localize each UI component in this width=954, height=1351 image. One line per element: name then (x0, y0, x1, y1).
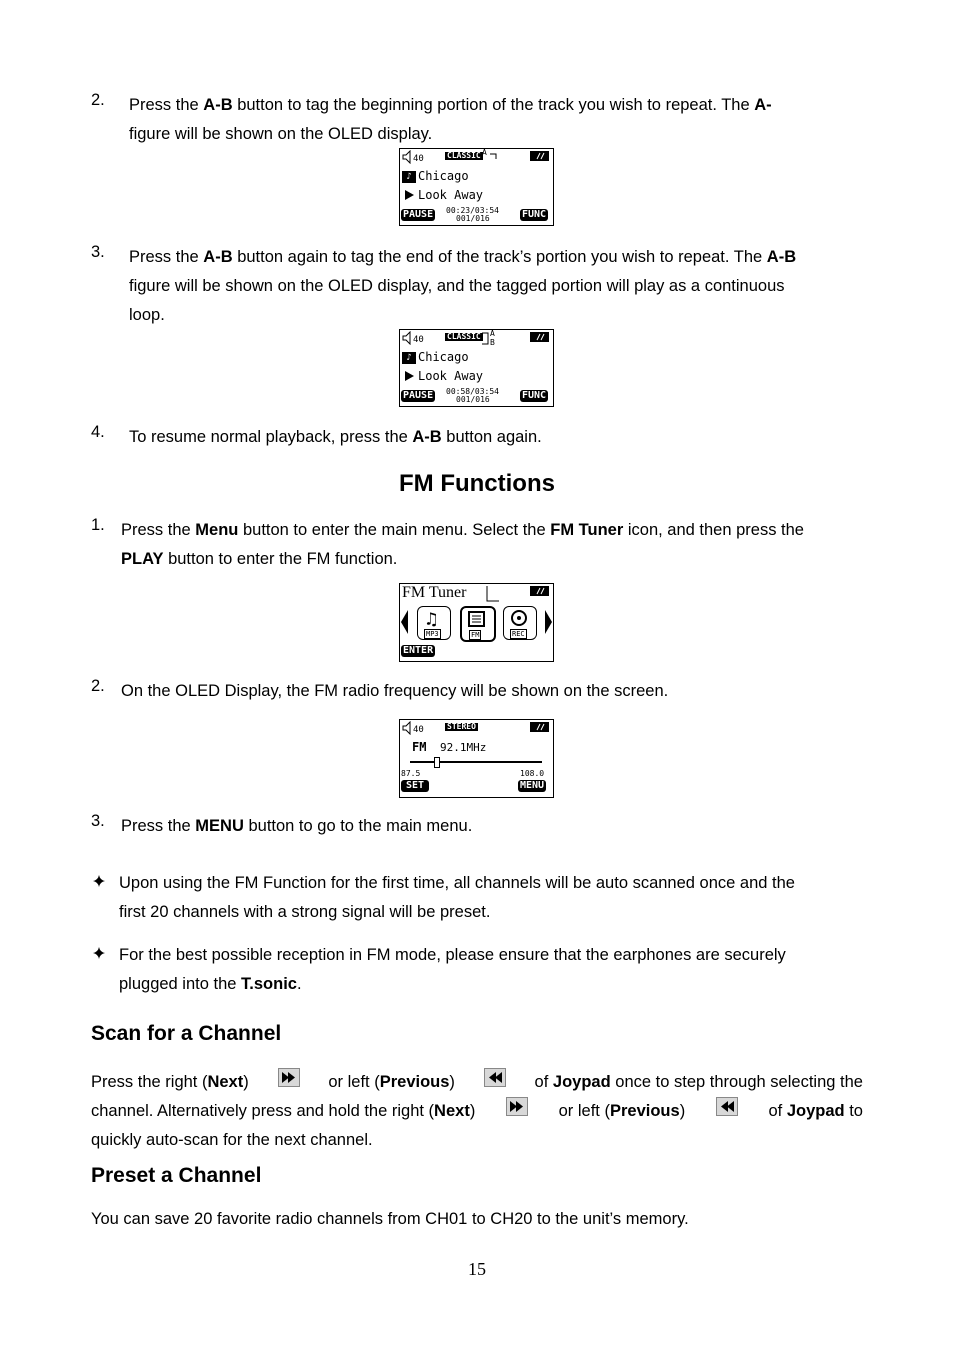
joypad-previous-icon (484, 1068, 506, 1087)
frequency: 92.1MHz (440, 741, 487, 754)
text: or left ( (558, 1102, 610, 1120)
text: button to enter the main menu. Select the (238, 521, 551, 539)
text (769, 1097, 864, 1126)
preset-paragraph: You can save 20 favorite radio channels from CH01 to CH20 to the unit’s memory. (91, 1210, 689, 1228)
bold-term: Next (207, 1073, 244, 1091)
text: channel. Alternatively press and hold the right ( (91, 1102, 435, 1120)
band-label: FM (412, 740, 427, 754)
step-number: 2. (91, 91, 105, 109)
ab-marker-a: A (490, 329, 495, 338)
set-button: SET (401, 780, 429, 792)
joypad-next-icon (506, 1097, 528, 1116)
diamond-bullet-icon (92, 874, 106, 893)
repeat-arrow-icon (489, 150, 499, 164)
left-arrow-icon (401, 610, 409, 637)
music-note-icon: ♪ (402, 350, 416, 364)
text: ) (243, 1073, 249, 1091)
icon-label: MP3 (426, 630, 439, 638)
text: . (296, 975, 302, 993)
track-name: Look Away (418, 369, 484, 383)
bold-term: Previous (609, 1102, 680, 1120)
step-text (129, 243, 863, 330)
elapsed-time: 00:58/03:54 (446, 387, 499, 396)
text: ) (449, 1073, 455, 1091)
svg-text:40: 40 (413, 154, 424, 164)
bold-term: A- (754, 96, 772, 114)
text: ) (679, 1102, 686, 1120)
rec-icon (503, 606, 537, 640)
cursor-icon (486, 586, 500, 605)
music-note-icon: ♪ (402, 169, 416, 183)
icon-label: FM (471, 631, 480, 639)
svg-text:40: 40 (413, 725, 424, 735)
text (91, 1097, 475, 1126)
bold-term: Joypad (552, 1073, 611, 1091)
bold-term: A-B (203, 96, 233, 114)
step-number: 3. (91, 812, 105, 830)
oled-screen-fm (399, 719, 554, 798)
icon-label: REC (512, 630, 525, 638)
text: Press the (129, 96, 204, 114)
text: Press the right ( (91, 1073, 208, 1091)
step-text: On the OLED Display, the FM radio frequency will be shown on the screen. (121, 682, 669, 700)
text: to (844, 1102, 863, 1120)
text: figure will be shown on the OLED display, and the tagged portion will play as a continuous (129, 277, 785, 295)
text: Press the (121, 817, 196, 835)
pause-button: PAUSE (403, 390, 434, 401)
text: button to enter the FM function. (163, 550, 398, 568)
bold-term: A-B (412, 428, 442, 446)
eq-badge: CLASSIC (447, 151, 481, 160)
battery-icon (530, 151, 550, 165)
step-number: 2. (91, 677, 105, 695)
oled-screen-ab2 (399, 329, 554, 407)
text: button to go to the main menu. (243, 817, 473, 835)
bold-term: MENU (195, 817, 244, 835)
text: icon, and then press the (623, 521, 804, 539)
note-text (119, 941, 863, 999)
bold-term: T.sonic (241, 975, 297, 993)
track-count: 001/016 (456, 395, 490, 404)
track-count: 001/016 (456, 214, 490, 223)
section-heading-fm-functions: FM Functions (399, 470, 555, 497)
text: Press the (121, 521, 196, 539)
text: loop. (129, 306, 165, 324)
text (535, 1068, 863, 1097)
step-number: 4. (91, 423, 105, 441)
oled-screen-ab1 (399, 148, 554, 226)
step-number: 1. (91, 516, 105, 534)
tuning-indicator (434, 757, 440, 768)
oled-screen-menu (399, 583, 554, 662)
text (559, 1097, 686, 1126)
bold-term: FM Tuner (550, 521, 624, 539)
step-text (121, 812, 863, 841)
text: of (768, 1102, 787, 1120)
text: or left ( (328, 1073, 380, 1091)
bold-term: Previous (379, 1073, 450, 1091)
page-number: 15 (468, 1259, 486, 1279)
max-freq-label: 108.0 (520, 769, 545, 778)
battery-icon (530, 586, 550, 600)
text: plugged into the (119, 975, 242, 993)
text (328, 1068, 455, 1097)
ab-marker-b: B (490, 338, 495, 347)
text: once to step through selecting the (610, 1073, 863, 1091)
scan-paragraph (91, 1068, 863, 1155)
func-button: FUNC (522, 209, 547, 220)
enter-button: ENTER (403, 645, 434, 656)
subheading-scan: Scan for a Channel (91, 1022, 282, 1045)
menu-title: FM Tuner (402, 584, 467, 601)
diamond-bullet-icon (92, 946, 106, 965)
subheading-preset: Preset a Channel (91, 1164, 262, 1187)
eq-badge: CLASSIC (447, 332, 481, 341)
scan-line-1 (91, 1068, 863, 1097)
text: button again. (441, 428, 542, 446)
text: button again to tag the end of the track’s portion you wish to repeat. The (232, 248, 767, 266)
fm-icon (460, 606, 496, 642)
text: button to tag the beginning portion of the track you wish to repeat. The (232, 96, 755, 114)
battery-icon (530, 332, 550, 346)
note-text (119, 869, 863, 927)
text: Upon using the FM Function for the first time, all channels will be auto scanned once and the (119, 874, 795, 892)
elapsed-time: 00:23/03:54 (446, 206, 499, 215)
text: figure will be shown on the OLED display. (129, 125, 433, 143)
bold-term: PLAY (121, 550, 164, 568)
artist-title: Chicago (418, 350, 469, 364)
func-button: FUNC (522, 390, 547, 401)
svg-text:♫: ♫ (426, 609, 437, 629)
track-name: Look Away (418, 188, 484, 202)
min-freq-label: 87.5 (401, 769, 421, 778)
play-icon (405, 189, 415, 204)
step-text (121, 516, 863, 574)
text: Press the (129, 248, 204, 266)
speaker-icon (402, 721, 428, 738)
step-text (129, 91, 863, 149)
text: To resume normal playback, press the (129, 428, 413, 446)
speaker-icon (402, 150, 428, 167)
bold-term: A-B (766, 248, 797, 266)
mp3-icon (417, 606, 451, 640)
tuning-track (410, 761, 542, 763)
text (91, 1068, 249, 1097)
text: For the best possible reception in FM mode, please ensure that the earphones are securely (119, 946, 786, 964)
scan-line-3: quickly auto-scan for the next channel. (91, 1131, 373, 1149)
step-number: 3. (91, 243, 105, 261)
right-arrow-icon (545, 610, 553, 637)
joypad-next-icon (278, 1068, 300, 1087)
pause-button: PAUSE (403, 209, 434, 220)
bold-term: A-B (203, 248, 233, 266)
joypad-previous-icon (716, 1097, 738, 1116)
artist-title: Chicago (418, 169, 469, 183)
speaker-icon (402, 331, 428, 348)
stereo-badge: STEREO (447, 722, 476, 731)
step-text (129, 423, 863, 452)
bold-term: Menu (195, 521, 239, 539)
text: of (534, 1073, 553, 1091)
ab-marker: A (482, 148, 487, 157)
bold-term: Next (434, 1102, 470, 1120)
text: ) (469, 1102, 476, 1120)
text: first 20 channels with a strong signal will be preset. (119, 903, 491, 921)
battery-icon (530, 722, 550, 736)
bold-term: Joypad (786, 1102, 845, 1120)
scan-line-2 (91, 1097, 863, 1126)
menu-button: MENU (520, 780, 545, 791)
svg-text:40: 40 (413, 335, 424, 345)
play-icon (405, 370, 415, 385)
